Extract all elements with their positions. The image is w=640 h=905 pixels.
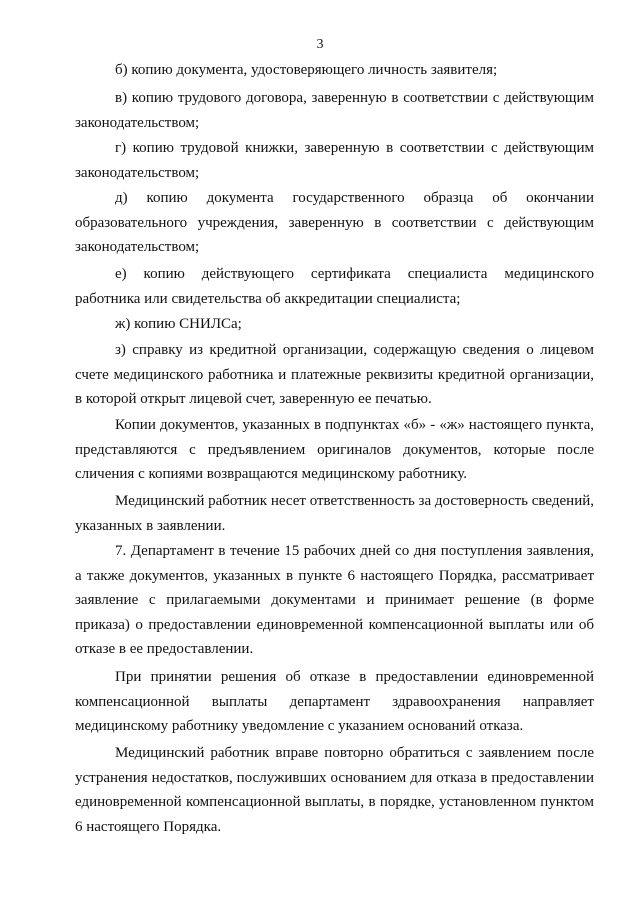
paragraph-v <box>75 86 594 135</box>
paragraph-repeat <box>75 741 594 839</box>
paragraph-g <box>75 136 594 185</box>
paragraph-z-text: з) справку из кредитной организации, содержащую сведения о лицевом счете медицинского работника и платежные реквизиты кредитной организации, в которой открыт лицевой счет, заверенную ее печатью. <box>75 342 594 407</box>
paragraph-refusal <box>75 665 594 739</box>
paragraph-copies-text: Копии документов, указанных в подпунктах «б» - «ж» настоящего пункта, представляются с предъявлением оригиналов документов, которые после сличения с копиями возвращаются медицинскому работнику. <box>75 417 594 482</box>
paragraph-zh-text: ж) копию СНИЛСа; <box>115 316 242 332</box>
paragraph-g-text: г) копию трудовой книжки, заверенную в соответствии с действующим законодательством; <box>75 140 594 181</box>
paragraph-v-text: в) копию трудового договора, заверенную в соответствии с действующим законодательством; <box>75 90 594 131</box>
paragraph-responsibility-text: Медицинский работник несет ответственность за достоверность сведений, указанных в заявлении. <box>75 493 594 534</box>
paragraph-b-text: б) копию документа, удостоверяющего личность заявителя; <box>115 62 498 78</box>
paragraph-e <box>75 262 594 311</box>
paragraph-copies <box>75 413 594 487</box>
paragraph-responsibility <box>75 489 594 538</box>
paragraph-z <box>75 338 594 412</box>
paragraph-7-text: 7. Департамент в течение 15 рабочих дней со дня поступления заявления, а также документов, указанных в пункте 6 настоящего Порядка, рассматривает заявление с прилагаемыми документами и принимает решение (в форме приказа) о предоставлении единовременной компенсационной выплаты или об отказе в ее предоставлении. <box>75 543 594 657</box>
paragraph-7 <box>75 539 594 662</box>
paragraph-repeat-text: Медицинский работник вправе повторно обратиться с заявлением после устранения недостатков, послуживших основанием для отказа в предоставлении единовременной компенсационной выплаты, в порядке, установленном пунктом 6 настоящего Порядка. <box>75 745 594 835</box>
paragraph-refusal-text: При принятии решения об отказе в предоставлении единовременной компенсационной выплаты департамент здравоохранения направляет медицинскому работнику уведомление с указанием оснований отказа. <box>75 669 594 734</box>
page-number: 3 <box>316 37 324 52</box>
paragraph-d-text: д) копию документа государственного образца об окончании образовательного учреждения, заверенную в соответствии с действующим законодательством; <box>75 190 594 255</box>
paragraph-zh <box>75 312 594 337</box>
paragraph-d <box>75 186 594 260</box>
paragraph-e-text: е) копию действующего сертификата специалиста медицинского работника или свидетельства об аккредитации специалиста; <box>75 266 594 307</box>
paragraph-b <box>75 58 594 83</box>
